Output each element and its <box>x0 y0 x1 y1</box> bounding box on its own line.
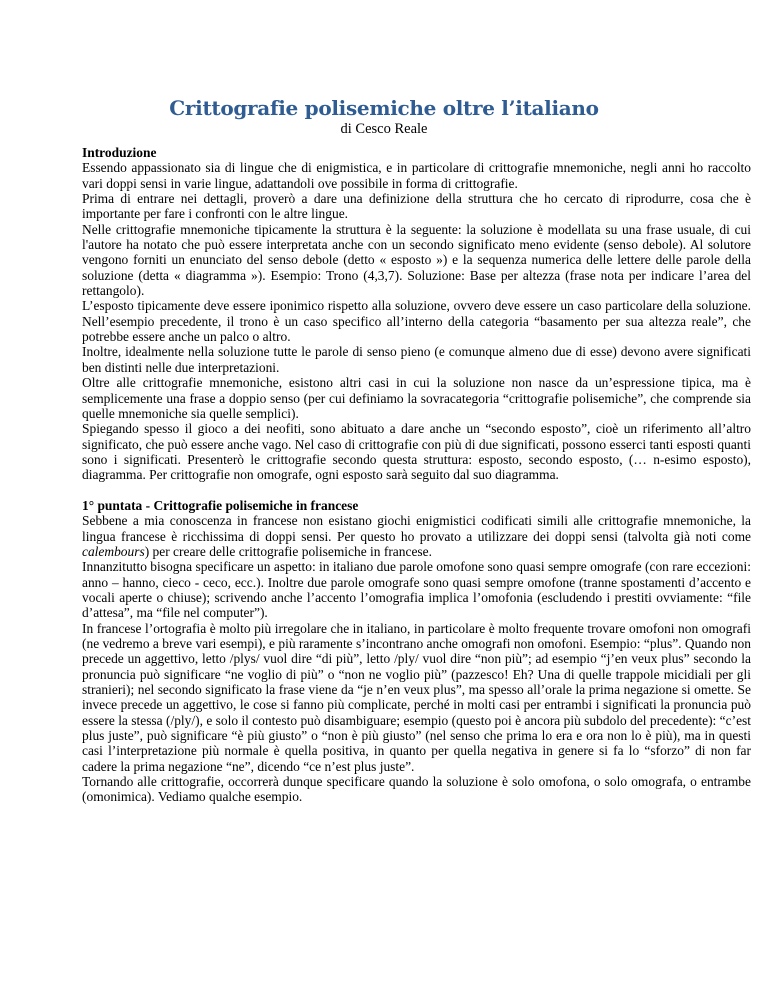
section-heading: 1° puntata - Crittografie polisemiche in francese <box>82 497 359 513</box>
paragraph: Nelle crittografie mnemoniche tipicamente la struttura è la seguente: la soluzione è modellata su una frase usuale, di cui l'autore ha notato che può essere interpretata anche con un secondo significato meno evidente (senso debole). Al solutore vengono forniti un enunciato del senso debole (detto « esposto ») e la sequenza numerica delle lettere delle parole della soluzione (detta « diagramma »). Esempio: Trono (4,3,7). Soluzione: Base per altezza (frase nota per indicare l’area del rettangolo). <box>82 221 751 299</box>
text: ) per creare delle crittografie polisemiche in francese. <box>144 543 432 559</box>
italic-term: calembours <box>82 543 145 559</box>
document-author: di Cesco Reale <box>340 121 428 137</box>
section-heading: Introduzione <box>82 145 157 160</box>
paragraph: Innanzitutto bisogna specificare un aspetto: in italiano due parole omofone sono quasi sempre omografe (con rare eccezioni: anno – hanno, cieco - ceco, ecc.). Inoltre due parole omografe sono quasi sempre omofone (tranne spostamenti d’accento e vocali aperte o chiuse); scrivendo anche l’accento l’omografia implica l’omofonia (escludendo i prestiti ovviamente: “file d’attesa”, ma “file nel computer”). <box>82 559 751 621</box>
paragraph: In francese l’ortografia è molto più irregolare che in italiano, in particolare è molto frequente trovare omofoni non omografi (ne vedremo a breve vari esempi), e più raramente s’incontrano anche omografi non omofoni. Esempio: “plus”. Quando non precede un aggettivo, letto /plys/ vuol dire “di più”, letto /ply/ vuol dire “non più”; ad esempio “j’en veux plus” secondo la pronuncia può significare “ne voglio di più” o “non ne voglio più” (pazzesco! Eh? Una di quelle trappole micidiali per gli stranieri); nel secondo significato la frase viene da “je n’en veux plus”, ma spesso all’orale la prima negazione si omette. Se invece precede un aggettivo, le cose si fanno più complicate, perché in molti casi per entrambi i significati la pronuncia può essere la stessa (/ply/), e solo il contesto può disambiguare; esempio (questo poi è ancora più subdolo del precedente): “c’est plus juste”, può significare “è più giusto” o “non è più giusto” (nel senso che prima lo era e ora non lo è più), ma in questi casi l’interpretazione più normale è quella positiva, in quanto per quella negativa in genere si fa lo “sforzo” di non far cadere la prima negazione “ne”, dicendo “ce n’est plus juste”. <box>82 620 751 774</box>
paragraph: Oltre alle crittografie mnemoniche, esistono altri casi in cui la soluzione non nasce da un’espressione tipica, ma è semplicemente una frase a doppio senso (per cui definiamo la sovracategoria “crittografie polisemiche”, che comprende sia quelle mnemoniche sia quelle semplici). <box>82 375 751 421</box>
paragraph: Tornando alle crittografie, occorrerà dunque specificare quando la soluzione è solo omofona, o solo omografa, o entrambe (omonimica). Vediamo qualche esempio. <box>82 774 751 805</box>
document-body <box>82 145 751 820</box>
paragraph: Spiegando spesso il gioco a dei neofiti, sono abituato a dare anche un “secondo esposto”, cioè un riferimento all’altro significato, che può essere anche vago. Nel caso di crittografie con più di due significati, possono esserci tanti esposti quanti sono i significati. Presenterò le crittografie secondo questa struttura: esposto, secondo esposto, (… n-esimo esposto), diagramma. Per crittografie non omografe, ogni esposto sarà seguito dal suo diagramma. <box>82 421 751 483</box>
paragraph: Inoltre, idealmente nella soluzione tutte le parole di senso pieno (e comunque almeno due di esse) devono avere significati ben distinti nelle due interpretazioni. <box>82 344 751 375</box>
paragraph: Prima di entrare nei dettagli, proverò a dare una definizione della struttura che ho cercato di riprodurre, cosa che è importante per fare i confronti con le altre lingue. <box>82 191 751 222</box>
paragraph: L’esposto tipicamente deve essere iponimico rispetto alla soluzione, ovvero deve essere un caso particolare della soluzione. Nell’esempio precedente, il trono è un caso specifico all’interno della categoria “basamento per sua altezza reale”, che potrebbe essere anche un palco o altro. <box>82 298 751 345</box>
paragraph: Essendo appassionato sia di lingue che di enigmistica, e in particolare di crittografie mnemoniche, negli anni ho raccolto vari doppi sensi in varie lingue, adattandoli ove possibile in forma di crittografie. <box>82 160 751 191</box>
document-title: Crittografie polisemiche oltre l’italiano <box>169 96 599 120</box>
section-introduzione <box>82 145 751 483</box>
paragraph <box>82 513 751 559</box>
text: Sebbene a mia conoscenza in francese non esistano giochi enigmistici codificati simili alle crittografie mnemoniche, la lingua francese è ricchissima di doppi sensi. Per questo ho provato a utilizzare dei doppi sensi (talvolta già noti come <box>82 513 751 544</box>
section-francese <box>82 498 751 805</box>
